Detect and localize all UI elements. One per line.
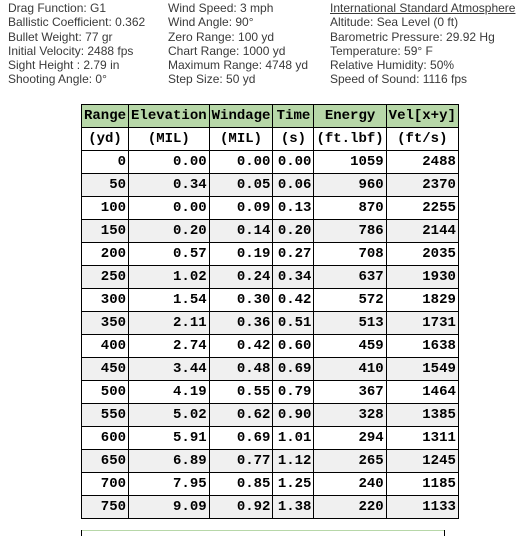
cell-range: 450 [82,358,129,381]
param-wind-speed: Wind Speed: 3 mph [168,1,274,15]
cell-elevation: 7.95 [129,473,210,496]
cell-elevation: 0.57 [129,243,210,266]
table-row [82,335,459,358]
unit-windage: (MIL) [209,128,273,151]
cell-range: 150 [82,220,129,243]
unit-elevation: (MIL) [129,128,210,151]
cell-time: 1.38 [273,496,314,519]
table-bottom-left-edge [81,530,82,536]
cell-windage: 0.30 [209,289,273,312]
cell-energy: 786 [314,220,386,243]
table-row [82,358,459,381]
cell-energy: 367 [314,381,386,404]
param-zero-range: Zero Range: 100 yd [168,29,275,44]
cell-windage: 0.36 [209,312,273,335]
cell-time: 0.13 [273,197,314,220]
param-shooting-angle: Shooting Angle: 0° [8,72,107,87]
cell-time: 1.12 [273,450,314,473]
cell-time: 0.00 [273,151,314,174]
table-row [82,197,459,220]
cell-time: 0.34 [273,266,314,289]
cell-windage: 0.77 [209,450,273,473]
cell-energy: 637 [314,266,386,289]
cell-velocity: 2035 [386,243,458,266]
cell-range: 250 [82,266,129,289]
cell-windage: 0.69 [209,427,273,450]
cell-range: 350 [82,312,129,335]
param-bullet-weight: Bullet Weight: 77 gr [8,29,113,44]
cell-velocity: 1930 [386,266,458,289]
bullet-parameters [8,1,168,87]
cell-velocity: 1133 [386,496,458,519]
cell-energy: 220 [314,496,386,519]
cell-range: 100 [82,197,129,220]
cell-time: 0.06 [273,174,314,197]
cell-elevation: 0.34 [129,174,210,197]
cell-elevation: 4.19 [129,381,210,404]
cell-elevation: 9.09 [129,496,210,519]
unit-energy: (ft.lbf) [314,128,386,151]
table-header-row [82,105,459,128]
cell-range: 550 [82,404,129,427]
trajectory-table [81,104,459,519]
cell-elevation: 3.44 [129,358,210,381]
cell-velocity: 1245 [386,450,458,473]
cell-energy: 459 [314,335,386,358]
param-step-size: Step Size: 50 yd [168,72,256,87]
cell-energy: 410 [314,358,386,381]
cell-elevation: 0.00 [129,197,210,220]
param-drag-function: Drag Function: G1 [8,1,107,15]
cell-range: 400 [82,335,129,358]
cell-elevation: 1.02 [129,266,210,289]
cell-velocity: 1638 [386,335,458,358]
cell-windage: 0.85 [209,473,273,496]
cell-velocity: 1549 [386,358,458,381]
cell-energy: 513 [314,312,386,335]
cell-range: 700 [82,473,129,496]
cell-energy: 328 [314,404,386,427]
atmosphere-link[interactable]: International Standard Atmosphere [330,1,516,15]
cell-windage: 0.62 [209,404,273,427]
cell-elevation: 5.91 [129,427,210,450]
cell-range: 500 [82,381,129,404]
cell-energy: 240 [314,473,386,496]
param-chart-range: Chart Range: 1000 yd [168,43,286,58]
cell-energy: 708 [314,243,386,266]
header-velocity: Vel[x+y] [386,105,458,128]
param-speed-of-sound: Speed of Sound: 1116 fps [330,72,467,87]
cell-velocity: 2370 [386,174,458,197]
parameters-panel [8,1,528,87]
header-elevation: Elevation [129,105,210,128]
cell-elevation: 0.00 [129,151,210,174]
cell-energy: 265 [314,450,386,473]
cell-range: 750 [82,496,129,519]
param-initial-velocity: Initial Velocity: 2488 fps [8,43,134,58]
cell-velocity: 1731 [386,312,458,335]
cell-time: 0.60 [273,335,314,358]
param-altitude: Altitude: Sea Level (0 ft) [330,15,459,30]
cell-time: 0.20 [273,220,314,243]
table-row [82,404,459,427]
cell-time: 1.25 [273,473,314,496]
cell-elevation: 0.20 [129,220,210,243]
cell-time: 0.42 [273,289,314,312]
cell-elevation: 2.11 [129,312,210,335]
param-temperature: Temperature: 59° F [330,43,433,58]
cell-range: 50 [82,174,129,197]
table-row [82,473,459,496]
param-ballistic-coefficient: Ballistic Coefficient: 0.362 [8,15,146,30]
table-row [82,427,459,450]
cell-range: 650 [82,450,129,473]
cell-range: 0 [82,151,129,174]
cell-range: 600 [82,427,129,450]
unit-velocity: (ft/s) [386,128,458,151]
cell-windage: 0.55 [209,381,273,404]
cell-elevation: 6.89 [129,450,210,473]
table-row [82,174,459,197]
cell-velocity: 1311 [386,427,458,450]
table-bottom-border [81,530,445,531]
cell-elevation: 2.74 [129,335,210,358]
cell-range: 200 [82,243,129,266]
param-wind-angle: Wind Angle: 90° [168,15,254,30]
cell-windage: 0.92 [209,496,273,519]
param-barometric-pressure: Barometric Pressure: 29.92 Hg [330,29,495,44]
cell-windage: 0.42 [209,335,273,358]
cell-range: 300 [82,289,129,312]
cell-windage: 0.09 [209,197,273,220]
table-row [82,381,459,404]
table-row [82,312,459,335]
table-body [82,151,459,519]
cell-windage: 0.19 [209,243,273,266]
cell-time: 0.90 [273,404,314,427]
cell-velocity: 2488 [386,151,458,174]
cell-energy: 294 [314,427,386,450]
table-row [82,220,459,243]
table-row [82,151,459,174]
cell-velocity: 1829 [386,289,458,312]
cell-elevation: 1.54 [129,289,210,312]
table-row [82,289,459,312]
unit-time: (s) [273,128,314,151]
param-relative-humidity: Relative Humidity: 50% [330,58,455,73]
cell-energy: 1059 [314,151,386,174]
atmosphere-parameters [330,1,528,87]
table-row [82,496,459,519]
table-row [82,243,459,266]
cell-energy: 960 [314,174,386,197]
table-units-row [82,128,459,151]
cell-velocity: 1385 [386,404,458,427]
param-sight-height: Sight Height : 2.79 in [8,58,120,73]
cell-energy: 870 [314,197,386,220]
cell-elevation: 5.02 [129,404,210,427]
cell-velocity: 1464 [386,381,458,404]
table-row [82,450,459,473]
cell-velocity: 2255 [386,197,458,220]
header-time: Time [273,105,314,128]
unit-range: (yd) [82,128,129,151]
cell-windage: 0.05 [209,174,273,197]
cell-windage: 0.00 [209,151,273,174]
cell-time: 0.51 [273,312,314,335]
cell-time: 0.79 [273,381,314,404]
cell-time: 0.27 [273,243,314,266]
cell-energy: 572 [314,289,386,312]
header-energy: Energy [314,105,386,128]
table-bottom-right-edge [444,530,445,536]
cell-windage: 0.24 [209,266,273,289]
header-range: Range [82,105,129,128]
cell-velocity: 1185 [386,473,458,496]
table-row [82,266,459,289]
wind-range-parameters [168,1,330,87]
cell-time: 1.01 [273,427,314,450]
cell-windage: 0.48 [209,358,273,381]
param-maximum-range: Maximum Range: 4748 yd [168,58,309,73]
cell-time: 0.69 [273,358,314,381]
cell-windage: 0.14 [209,220,273,243]
header-windage: Windage [209,105,273,128]
cell-velocity: 2144 [386,220,458,243]
